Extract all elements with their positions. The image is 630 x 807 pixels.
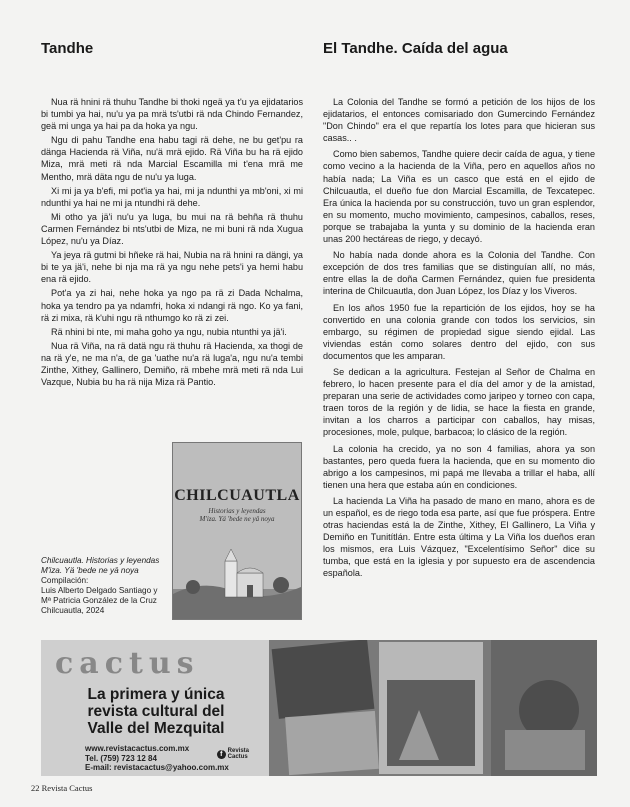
ad-email: E-mail: revistacactus@yahoo.com.mx <box>85 763 229 772</box>
ad-contact <box>85 744 229 773</box>
cactus-logo: cactus <box>55 646 200 681</box>
book-subtitle <box>173 507 301 523</box>
ad-tagline-line: Valle del Mezquital <box>87 720 225 737</box>
caption-line: Luis Alberto Delgado Santiago y <box>41 586 158 595</box>
left-paragraph: Rä nhini bi nte, mi maha goho ya ngu, nubia ntunthi ya jä'i. <box>51 326 287 337</box>
ad-facebook <box>217 748 269 760</box>
ad-website: www.revistacactus.com.mx <box>85 744 190 753</box>
magazine-covers-collage <box>269 640 597 776</box>
book-caption <box>41 556 171 616</box>
ad-tagline-line: La primera y única <box>87 686 225 703</box>
caption-line: M'iza. Yä 'bede ne yä noya <box>41 566 139 575</box>
caption-line: Chilcuautla, 2024 <box>41 606 105 615</box>
right-paragraph: Como bien sabemos, Tandhe quiere decir caída de agua, y tiene como vecino a la hacienda de la Viña, pero en aquellos años no había nada; La Viña es un casco que está en el ejido de Chilcuautla, el dueño fue don Marcial Escamilla, de Texcatepec. Era única la hacienda por su construcción, tuvo un gran esplendor, en su momento, mucho movimiento, campesinos, caballos, reses, porque se trabajaba la yunta y su dominio de la hacienda eran unas 200 hectáreas de riego, y decayó. <box>323 149 595 245</box>
left-paragraph: Nua rä hnini rä thuhu Tandhe bi thoki ngeä ya t'u ya ejidatarios bi tumbi ya hai, nu'u ya pa mrä ts'utbi rä nda Chindo Fernandez, geä mi unga ya hai pa da hoka ya ngu. <box>41 97 303 132</box>
left-column <box>41 96 303 390</box>
right-column <box>323 96 595 584</box>
caption-line: Compilación: <box>41 576 89 585</box>
left-paragraph: Pot'a ya zi hai, nehe hoka ya ngo pa rä zi Dada Nchalma, hoka ya tendro pa ya ndamfri, hoka xi ndangi rä ngo. Ko ya fani, rä zi mixa, rä k'uhi ngu rä nthumgo ko rä zi zei. <box>41 288 303 323</box>
facebook-icon: f <box>217 750 226 759</box>
left-paragraph: Ya jeya rä gutmi bi hñeke rä hai, Nubia na rä hnini ra dängi, ya bi te ya jä'i, nehe bi nja ma rä ya ngu nehe pets'i ya hemi habu ena rä ejido. <box>41 250 303 285</box>
left-paragraph: Mi otho ya jä'i nu'u ya luga, bu mui na rä behña rä thuhu Carmen Fernández bi nts'utbi de Miza, ne mi buni rä nda Xugua López, nu'u ya Díaz. <box>41 211 303 247</box>
right-paragraph: La hacienda La Viña ha pasado de mano en mano, ahora es de un español, es de riego toda esa parte, así que fue próspera. Entre otras haciendas está la de Zinthe, Xithey, El Gallinero, La Viña y Demiño en Tunitítlán. Entre esta última y La Viña los dueños eran los mismos, era Luis Vázquez, "Excelentísimo Señor" dice su tumba, que está en la iglesia y por supuesto era de ascendencia española. <box>323 495 595 579</box>
right-paragraph: La Colonia del Tandhe se formó a petición de los hijos de los ejidatarios, el entonces comisariado don Gumercindo Fernández "Don Chindo" era el que repartía los lotes para que hicieran sus casas.. . <box>323 97 595 144</box>
ad-tagline-line: revista cultural del <box>87 703 225 720</box>
church-illustration <box>173 539 301 619</box>
book-cover-image <box>172 442 302 620</box>
caption-line: Mª Patricia González de la Cruz <box>41 596 157 605</box>
book-subtitle-line: M'iza. Yä 'bede ne yä noya <box>199 515 275 523</box>
ad-phone: Tel. (759) 723 12 84 <box>85 753 157 763</box>
right-paragraph: Se dedican a la agricultura. Festejan al Señor de Chalma en febrero, lo hacen presente para el día del amor y de la amistad, preparan una serie de actividades como jaripeo y torneo con capa, traen toros de la región y de lidia, se hace la fiesta en grande, invitan a los charros a participar con caballos, hay misas, procesiones, mole, pulque, barbacoa; lo clásico de la región. <box>323 366 595 438</box>
ad-text-panel <box>41 640 269 776</box>
facebook-label: Revista Cactus <box>227 748 250 760</box>
right-title: El Tandhe. Caída del agua <box>323 40 508 57</box>
left-title: Tandhe <box>41 40 94 57</box>
ad-tagline <box>51 686 261 737</box>
right-paragraph: En los años 1950 fue la repartición de los ejidos, hoy se ha convertido en una colonia grande con todos los servicios, sin embargo, su régimen de propiedad sigue siendo ejidal. Las viviendas están como solares dentro del ejido, con sus documentos que les amparan. <box>323 302 595 361</box>
left-paragraph: Xi mi ja ya b'efi, mi pot'ia ya hai, mi ja ndunthi ya mb'oni, xi mi ndunthi ya hai ne mi ja ntundhi rä dehe. <box>41 185 303 208</box>
right-paragraph: No había nada donde ahora es la Colonia del Tandhe. Con excepción de dos tres familias que se distinguían allí, no más, entre ellas la de doña Carmen Fernández, quien fue presidenta interina de Chilcuautla, don Juan López, los Díaz y los Viveros. <box>323 250 595 297</box>
left-paragraph: Nua rä Viña, na rä datä ngu rä thuhu rä Hacienda, xa thogi de na rä y'e, ne ma n'a, de ga 'uathe nu'a rä luga'a, ngu nu'a tembi Zinthe, Xithey, Gallinero, Demiño, rä mbehe mrä meti rä nda Lui Vazque, Nubia bu ha rä nija Miza rä Pantio. <box>41 340 303 388</box>
cactus-advertisement <box>41 640 597 776</box>
book-title: CHILCUAUTLA <box>174 487 300 504</box>
page-footer: 22 Revista Cactus <box>31 783 93 793</box>
caption-line: Chilcuautla. Historias y leyendas <box>41 556 160 565</box>
book-subtitle-line: Historias y leyendas <box>208 507 266 515</box>
left-paragraph: Ngu di pahu Tandhe ena habu tagi rä dehe, ne bu get'pu ra dänga Hacienda rä Viña, nu'ä mrä ejido. Rä Viña bu ha rä ejido Miza, mrä meti rä nda Marcial Escamilla mi t'ena mrä me Mentho, mrä däta ngu de nu'u ya luga. <box>41 135 303 182</box>
right-paragraph: La colonia ha crecido, ya no son 4 familias, ahora ya son bastantes, pero queda fuera la hacienda, que en su momento dio abrigo a los campesinos, mi papá me llevaba a trillar el haba, allí tienen una hera que estaba aún en condiciones. <box>323 443 595 490</box>
